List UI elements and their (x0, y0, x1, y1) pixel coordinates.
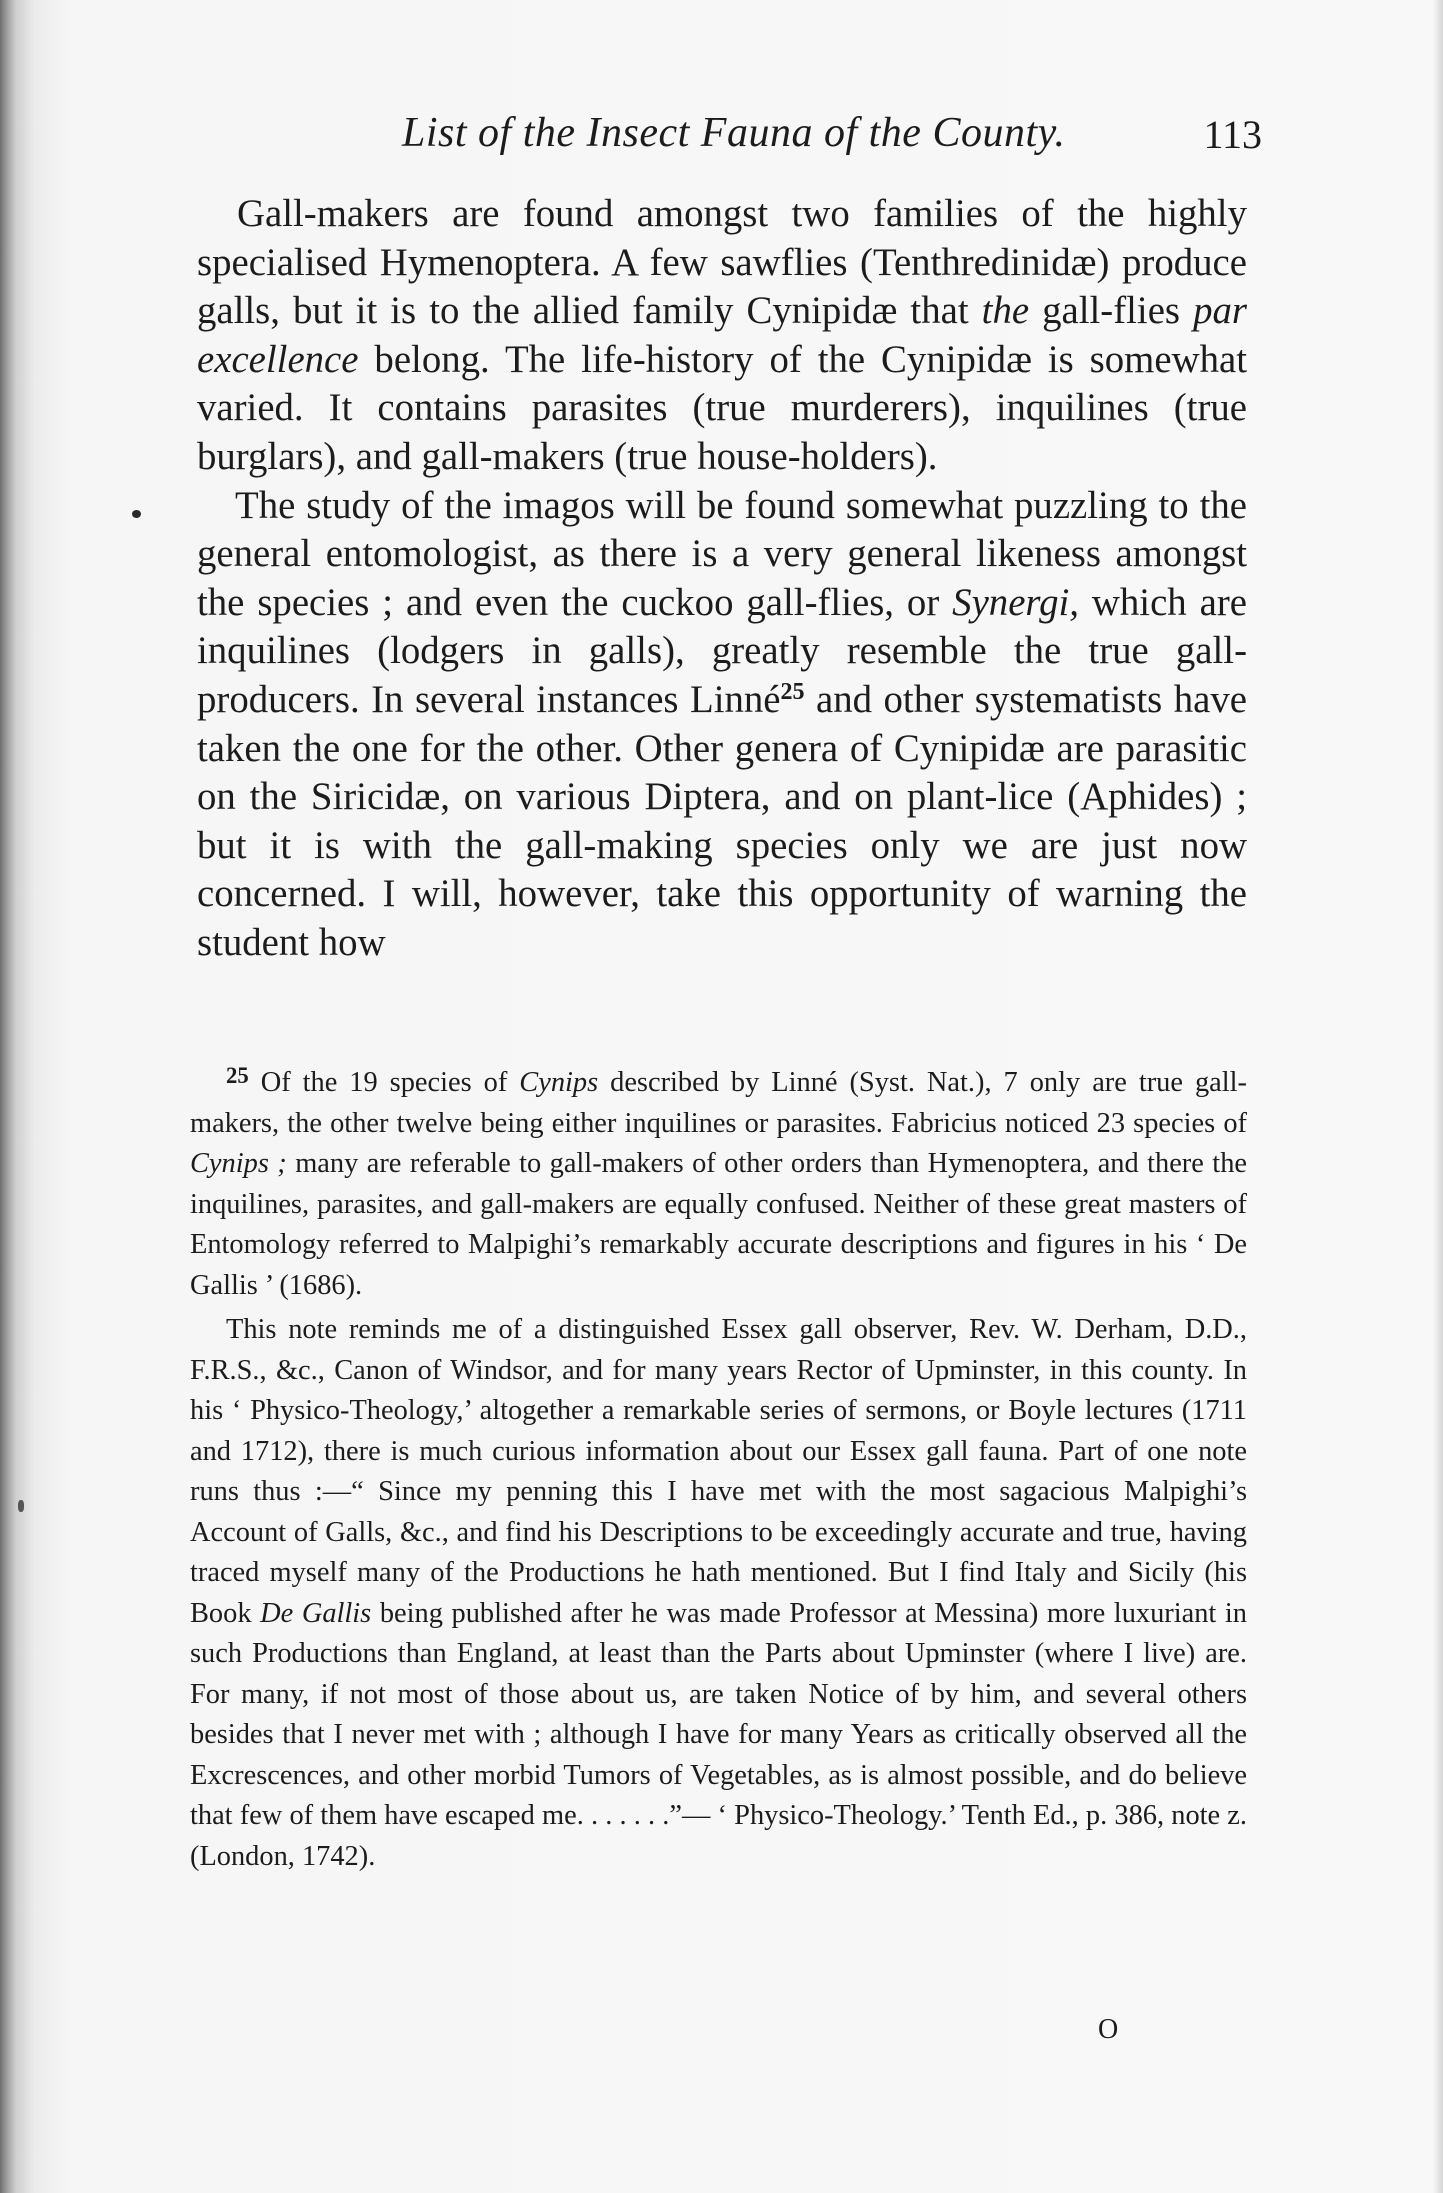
italic-run: par excellence (197, 289, 1247, 381)
running-head: List of the Insect Fauna of the County. (402, 110, 1066, 156)
footnote-derham (190, 1310, 1247, 1877)
footnote-marker: 25 (226, 1063, 249, 1089)
italic-run: Cynips ; (190, 1148, 287, 1179)
paragraph-imagos (197, 482, 1247, 968)
page-header (390, 105, 1262, 165)
text-run: which are inquilines (lodgers in galls), greatly resemble the true gall-producers. In several instances Linné (197, 580, 1247, 721)
text-run: belong. The life-history of the Cynipidæ is somewhat varied. It contains parasites (true murderers), inquilines (true burglars), and gall-makers (true house-holders). (197, 337, 1247, 478)
text-run: gall-flies (1029, 289, 1194, 333)
footnote-reference[interactable]: 25 (780, 678, 805, 705)
italic-run: Cynips (519, 1067, 599, 1098)
main-text (197, 190, 1247, 968)
signature-mark: O (1098, 2014, 1119, 2045)
text-run: many are referable to gall-makers of other orders than Hymenoptera, and there the inquilines, parasites, and gall-makers are equally confused. Neither of these great masters of Entomology referred to Malpighi’s remarkably accurate descriptions and figures in his ‘ De Gallis ’ (1686). (190, 1148, 1247, 1301)
italic-run: Synergi, (952, 580, 1079, 624)
paragraph-gall-makers (197, 190, 1247, 482)
footnotes (190, 1063, 1247, 1877)
text-run: described by Linné (Syst. Nat.), 7 only are true gall-makers, the other twelve being either inquilines or parasites. Fabricius noticed 23 species of (190, 1067, 1247, 1139)
footnote-25 (190, 1063, 1247, 1306)
page-number: 113 (1203, 112, 1262, 157)
text-run: being published after he was made Professor at Messina) more luxuriant in such Productions than England, at least than the Parts about Upminster (where I live) are. For many, if not most of those about us, are taken Notice of by him, and several others besides that I never met with ; although I have for many Years as critically observed all the Excrescences, and other morbid Tumors of Vegetables, as is almost possible, and do believe that few of them have escaped me. . . . . . .”— ‘ Physico-Theology.’ Tenth Ed., p. 386, note z. (London, 1742). (190, 1597, 1247, 1872)
ink-blot (18, 1500, 24, 1512)
text-run: The study of the imagos will be found somewhat puzzling to the general entomologist, as there is a very general likeness amongst the species ; and even the cuckoo gall-flies, or (197, 483, 1247, 624)
text-run: Gall-makers are found amongst two families of the highly specialised Hymenoptera. A few sawflies (Tenthredinidæ) produce galls, but it is to the allied family Cynipidæ that (197, 192, 1247, 333)
ink-blot (132, 510, 141, 518)
italic-run: the (981, 289, 1030, 333)
text-run: Of the 19 species of (248, 1067, 520, 1098)
italic-run: De Gallis (260, 1597, 372, 1629)
text-run: and other systematists have taken the one for the other. Other genera of Cynipidæ are parasitic on the Siricidæ, on various Diptera, and on plant-lice (Aphides) ; but it is with the gall-making species only we are just now concerned. I will, however, take this opportunity of warning the student how (197, 677, 1247, 964)
text-run: This note reminds me of a distinguished Essex gall observer, Rev. W. Derham, D.D., F.R.S., &c., Canon of Windsor, and for many years Rector of Upminster, in this county. In his ‘ Physico-Theology,’ altogether a remarkable series of sermons, or Boyle lectures (1711 and 1712), there is much curious information about our Essex gall fauna. Part of one note runs thus :—“ Since my penning this I have met with the most sagacious Malpighi’s Account of Galls, &c., and find his Descriptions to be exceedingly accurate and true, having traced myself many of the Productions he hath mentioned. But I find Italy and Sicily (his Book (190, 1314, 1247, 1629)
